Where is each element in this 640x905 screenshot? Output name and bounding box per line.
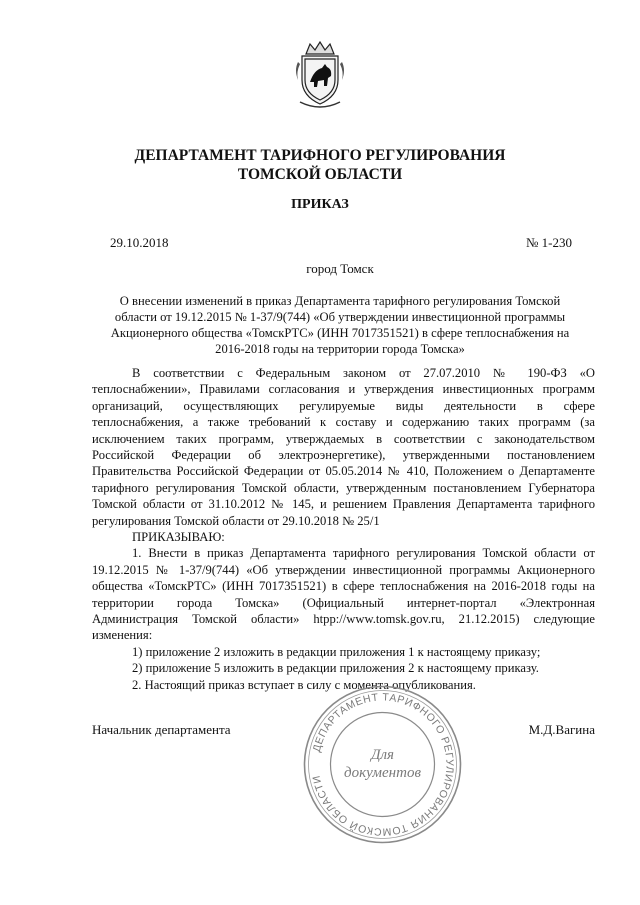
preamble-line: Томской области от 31.10.2012 № 145, и решением Правления Департамента тарифного [92, 497, 595, 512]
subject-line: О внесении изменений в приказ Департамента тарифного регулирования Томской [119, 294, 561, 308]
preamble-line: регулирования Томской области от 29.10.2018 № 25/1 [92, 513, 380, 528]
order-item-line: территории города Томска» (Официальный интернет-портал «Электронная [92, 595, 595, 610]
order-heading: ПРИКАЗЫВАЮ: [132, 530, 225, 544]
preamble-line: Российской Федерации об электроэнергетике), утвержденными постановлением [92, 448, 595, 463]
official-seal [300, 682, 465, 847]
preamble-line: теплоснабжения, а также требований к составу и содержанию таких программ (за [92, 415, 595, 430]
order-item-line: общества «ТомскРТС» (ИНН 7017351521) в сфере теплоснабжения на 2016-2018 годы на [92, 579, 595, 594]
seal-center-line2: документов [344, 765, 421, 781]
preamble-line: Правительства Российской Федерации от 05.05.2014 № 410, Положением о Департаменте [92, 464, 595, 479]
signatory-position: Начальник департамента [92, 722, 231, 737]
document-date: 29.10.2018 [110, 235, 169, 250]
order-item-line: 1. Внести в приказ Департамента тарифного регулирования Томской области от [132, 546, 595, 561]
preamble-line: организаций, осуществляющих регулируемые виды деятельности в сфере [92, 398, 595, 413]
organization-name-line2: ТОМСКОЙ ОБЛАСТИ [237, 166, 403, 183]
seal-ring-textpath: ДЕПАРТАМЕНТ ТАРИФНОГО РЕГУЛИРОВАНИЯ ТОМСКОЙ ОБЛАСТИ [310, 691, 456, 838]
order-item-2: 2. Настоящий приказ вступает в силу с момента опубликования. [132, 677, 476, 692]
seal-center-line1: Для [370, 747, 395, 763]
document-number: № 1-230 [526, 235, 572, 250]
document-type: ПРИКАЗ [291, 197, 349, 212]
preamble-line: исключением таких программ, утверждаемых в соответствии с законодательством [92, 431, 595, 446]
order-item-line: Администрация Томской области» htpp://www.tomsk.gov.ru, 21.12.2015) следующие [92, 612, 595, 627]
signatory-name: М.Д.Вагина [528, 722, 595, 737]
order-subitem-1: 1) приложение 2 изложить в редакции приложения 1 к настоящему приказу; [132, 644, 541, 659]
subject-line: 2016-2018 годы на территории города Томска» [215, 342, 465, 356]
order-subitem-2: 2) приложение 5 изложить в редакции приложения 2 к настоящему приказу. [132, 661, 539, 676]
coat-of-arms-emblem [292, 40, 348, 110]
order-item-line: 19.12.2015 № 1-37/9(744) «Об утверждении инвестиционной программы Акционерного [92, 562, 595, 577]
document-city: город Томск [306, 261, 374, 276]
organization-name [0, 146, 640, 184]
preamble [92, 365, 595, 529]
preamble-line: теплоснабжении», Правилами согласования и утверждения инвестиционных программ [92, 382, 595, 397]
subject-line: области от 19.12.2015 № 1-37/9(744) «Об утверждении инвестиционной программы [114, 310, 566, 324]
organization-name-line1: ДЕПАРТАМЕНТ ТАРИФНОГО РЕГУЛИРОВАНИЯ [134, 147, 506, 164]
document-subject [100, 293, 580, 357]
subject-line: Акционерного общества «ТомскРТС» (ИНН 7017351521) в сфере теплоснабжения на [110, 326, 570, 340]
preamble-line: тарифного регулирования Томской области, утвержденным постановлением Губернатора [92, 480, 595, 495]
order-item-line: изменения: [92, 628, 153, 643]
preamble-line: В соответствии с Федеральным законом от 27.07.2010 № 190-ФЗ «О [132, 366, 595, 380]
order-section [92, 529, 595, 693]
